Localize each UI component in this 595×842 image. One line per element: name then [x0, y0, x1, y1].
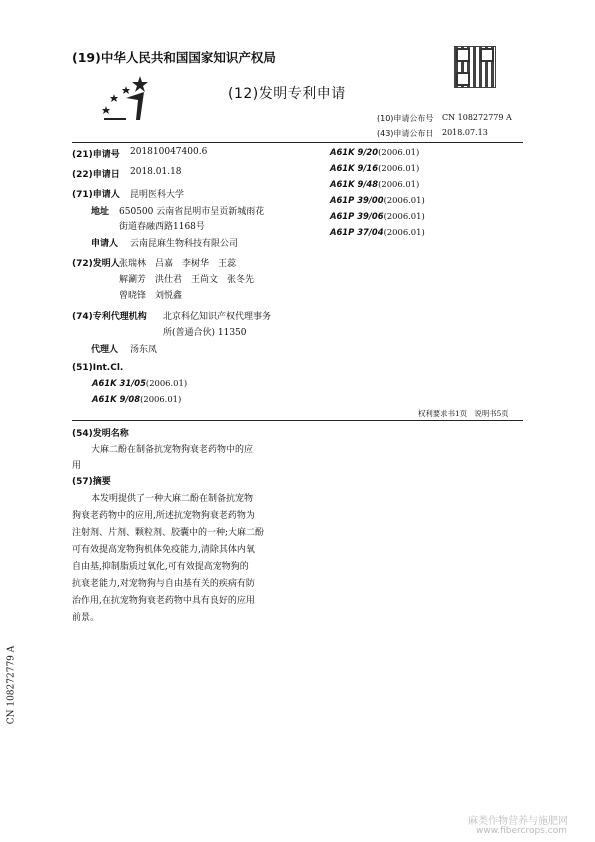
abstract-label: (57)摘要: [72, 477, 111, 487]
pub-date-label: (43)申请公布日: [377, 129, 434, 138]
ipc-code: A61K 9/20: [330, 147, 379, 157]
abstract-line: 注射剂、片剂、颗粒剂、胶囊中的一种;大麻二酚: [72, 528, 265, 538]
abstract-line: 前景。: [72, 613, 100, 623]
ipc-right-row: [330, 211, 425, 221]
abstract-line: 自由基,抑制脂质过氧化,可有效提高宠物狗的: [72, 562, 249, 572]
ipc-code: A61K 31/05: [92, 378, 146, 388]
invention-title-line-2: 用: [72, 461, 82, 471]
cnipa-emblem-icon: [96, 74, 154, 124]
agency-label: (74)专利代理机构: [72, 312, 147, 322]
ipc-version: (2006.01): [378, 179, 420, 189]
agency-line-1: 北京科亿知识产权代理事务: [163, 312, 272, 322]
ipc-version: (2006.01): [378, 163, 420, 173]
abstract-line: 狗衰老药物中的应用,所述抗宠物狗衰老药物为: [72, 511, 255, 521]
qr-code: [454, 46, 496, 88]
app-no: 201810047400.6: [130, 147, 208, 157]
abstract-line: 可有效提高宠物狗机体免疫能力,清除其体内氧: [72, 545, 255, 555]
ipc-code: A61P 39/06: [330, 211, 384, 221]
header-rule: [72, 142, 523, 143]
ipc-right-row: [330, 195, 425, 205]
ipc-right-row: [330, 227, 425, 237]
abstract-line: 治作用,在抗宠物狗衰老药物中具有良好的应用: [72, 596, 255, 606]
ipc-version: (2006.01): [383, 195, 425, 205]
intcl-row: [92, 394, 181, 404]
app-date: 2018.01.18: [130, 167, 182, 177]
agency-line-2: 所(普通合伙) 11350: [163, 328, 247, 338]
inventors-line-3: 曾晓锋 刘悦鑫: [119, 291, 183, 301]
pub-no: CN 108272779 A: [442, 113, 512, 122]
applicant: 昆明医科大学: [130, 190, 185, 200]
ipc-version: (2006.01): [140, 394, 182, 404]
pub-date: 2018.07.13: [442, 128, 488, 137]
ipc-code: A61K 9/48: [330, 179, 379, 189]
inventors-line-2: 解涮芳 洪仕君 王尚文 张冬先: [119, 275, 255, 285]
address-label: 地址: [91, 207, 110, 217]
watermark-title: 麻类作物营养与施肥网: [468, 816, 568, 827]
middle-rule: [72, 420, 523, 421]
invention-title-line-1: 大麻二酚在制备抗宠物狗衰老药物中的应: [91, 445, 254, 455]
side-publication-number: CN 108272779 A: [6, 645, 17, 725]
agent-label: 代理人: [91, 345, 119, 355]
abstract-line: 抗衰老能力,对宠物狗与自由基有关的疾病有防: [72, 579, 255, 589]
ipc-version: (2006.01): [383, 227, 425, 237]
pub-no-label: (10)申请公布号: [377, 114, 434, 123]
ipc-code: A61P 37/04: [330, 227, 384, 237]
ipc-code: A61K 9/08: [92, 394, 141, 404]
office-name: (19)中华人民共和国国家知识产权局: [72, 50, 276, 65]
applicant-label: (71)申请人: [72, 190, 120, 200]
agent: 汤东凤: [130, 345, 158, 355]
app-date-label: (22)申请日: [72, 170, 120, 180]
ipc-version: (2006.01): [378, 147, 420, 157]
applicant2: 云南昆麻生物科技有限公司: [130, 239, 239, 249]
abstract-line: 本发明提供了一种大麻二酚在制备抗宠物: [91, 494, 254, 504]
app-no-label: (21)申请号: [72, 150, 120, 160]
document-type: (12)发明专利申请: [228, 86, 346, 102]
watermark-url: www.fibercrops.com: [476, 826, 567, 836]
ipc-code: A61P 39/00: [330, 195, 384, 205]
address-line-1: 650500 云南省昆明市呈贡新城雨花: [119, 207, 265, 217]
address-line-2: 街道春融西路1168号: [119, 222, 205, 232]
title-label: (54)发明名称: [72, 429, 129, 439]
intcl-label: (51)Int.Cl.: [72, 363, 124, 373]
ipc-version: (2006.01): [145, 378, 188, 388]
ipc-right-row: [330, 147, 419, 157]
intcl-row: [92, 378, 187, 388]
pages-info: 权利要求书1页 说明书5页: [418, 409, 509, 418]
inventors-line-1: 张瑞林 吕嘉 李树华 王蕊: [119, 259, 237, 269]
ipc-right-row: [330, 163, 419, 173]
inventors-label: (72)发明人: [72, 259, 120, 269]
ipc-code: A61K 9/16: [330, 163, 379, 173]
ipc-right-row: [330, 179, 419, 189]
ipc-version: (2006.01): [383, 211, 425, 221]
applicant2-label: 申请人: [91, 239, 119, 249]
